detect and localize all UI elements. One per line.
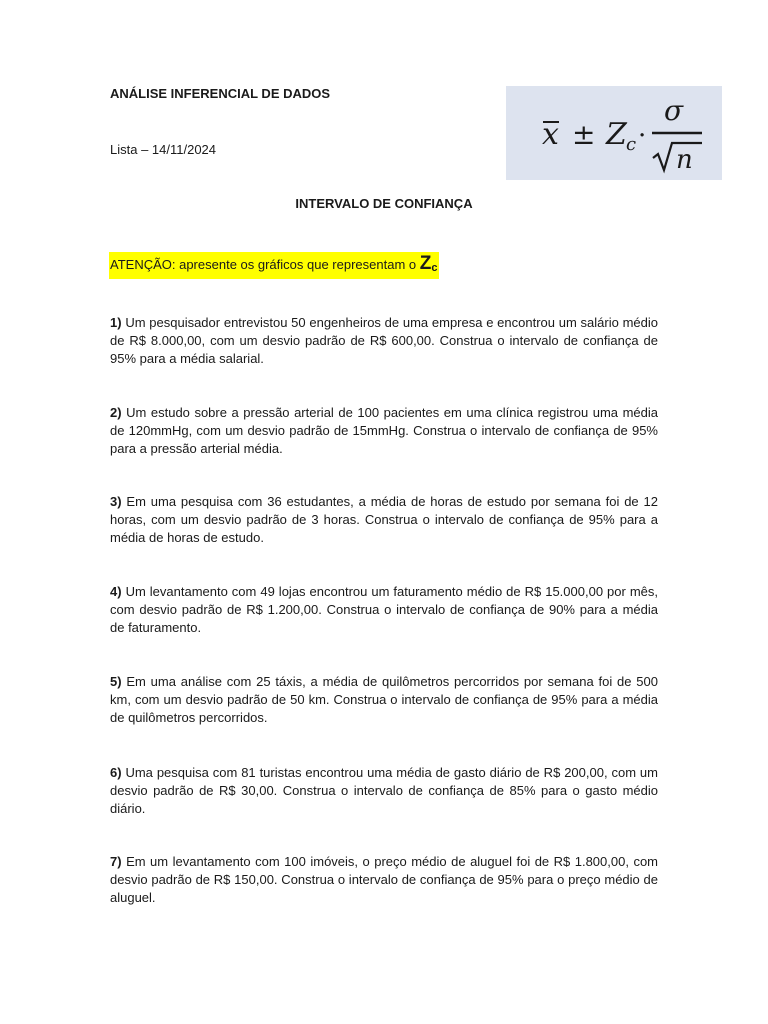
question-text: Em uma pesquisa com 36 estudantes, a média de horas de estudo por semana foi de 12 horas, com um desvio padrão de 3 horas. Construa o intervalo de confiança de 95% para a média de horas de estudo. xyxy=(110,494,658,545)
attention-zc-symbol xyxy=(420,253,438,274)
question-2 xyxy=(110,404,658,458)
formula-sigma: σ xyxy=(664,94,684,127)
formula-n: n xyxy=(676,145,693,175)
question-text: Um pesquisador entrevistou 50 engenheiros de uma empresa e encontrou um salário médio de R$ 8.000,00, com um desvio padrão de R$ 600,00. Construa o intervalo de confiança de 95% para a média salarial. xyxy=(110,315,658,366)
section-title: INTERVALO DE CONFIANÇA xyxy=(295,196,473,211)
formula-z: Z xyxy=(606,117,627,152)
formula-plus-minus: ± xyxy=(572,118,596,151)
question-3 xyxy=(110,493,658,547)
question-6 xyxy=(110,764,658,818)
question-number: 4) xyxy=(110,584,122,599)
attention-z-subscript: c xyxy=(431,262,438,274)
question-number: 7) xyxy=(110,854,122,869)
formula-x-bar: x xyxy=(542,117,559,152)
formula-z-subscript: c xyxy=(626,134,637,155)
confidence-interval-formula xyxy=(506,86,722,180)
formula-image xyxy=(514,88,714,178)
question-number: 2) xyxy=(110,405,122,420)
document-title: ANÁLISE INFERENCIAL DE DADOS xyxy=(110,86,331,101)
question-text: Um estudo sobre a pressão arterial de 100 pacientes em uma clínica registrou uma média de 120mmHg, com um desvio padrão de 15mmHg. Construa o intervalo de confiança de 95% para a pressão arterial média. xyxy=(110,405,658,456)
attention-text: ATENÇÃO: apresente os gráficos que representam o xyxy=(110,257,420,272)
attention-z: Z xyxy=(419,253,432,274)
question-4 xyxy=(110,583,658,637)
question-5 xyxy=(110,673,658,727)
question-text: Um levantamento com 49 lojas encontrou um faturamento médio de R$ 15.000,00 por mês, com desvio padrão de R$ 1.200,00. Construa o intervalo de confiança de 90% para a média de faturamento. xyxy=(110,584,658,635)
question-text: Em um levantamento com 100 imóveis, o preço médio de aluguel foi de R$ 1.800,00, com desvio padrão de R$ 150,00. Construa o intervalo de confiança de 95% para o preço médio de aluguel. xyxy=(110,854,658,905)
question-text: Em uma análise com 25 táxis, a média de quilômetros percorridos por semana foi de 500 km, com um desvio padrão de 50 km. Construa o intervalo de confiança de 95% para a média de quilômetros percorridos. xyxy=(110,674,658,725)
question-number: 6) xyxy=(110,765,122,780)
attention-note xyxy=(109,252,439,279)
question-number: 1) xyxy=(110,315,122,330)
question-1 xyxy=(110,314,658,368)
formula-dot: · xyxy=(638,121,647,151)
question-text: Uma pesquisa com 81 turistas encontrou uma média de gasto diário de R$ 200,00, com um desvio padrão de R$ 30,00. Construa o intervalo de confiança de 85% para o gasto médio diário. xyxy=(110,765,658,816)
question-number: 3) xyxy=(110,494,122,509)
list-date: Lista – 14/11/2024 xyxy=(110,142,217,157)
question-number: 5) xyxy=(110,674,122,689)
question-7 xyxy=(110,853,658,907)
